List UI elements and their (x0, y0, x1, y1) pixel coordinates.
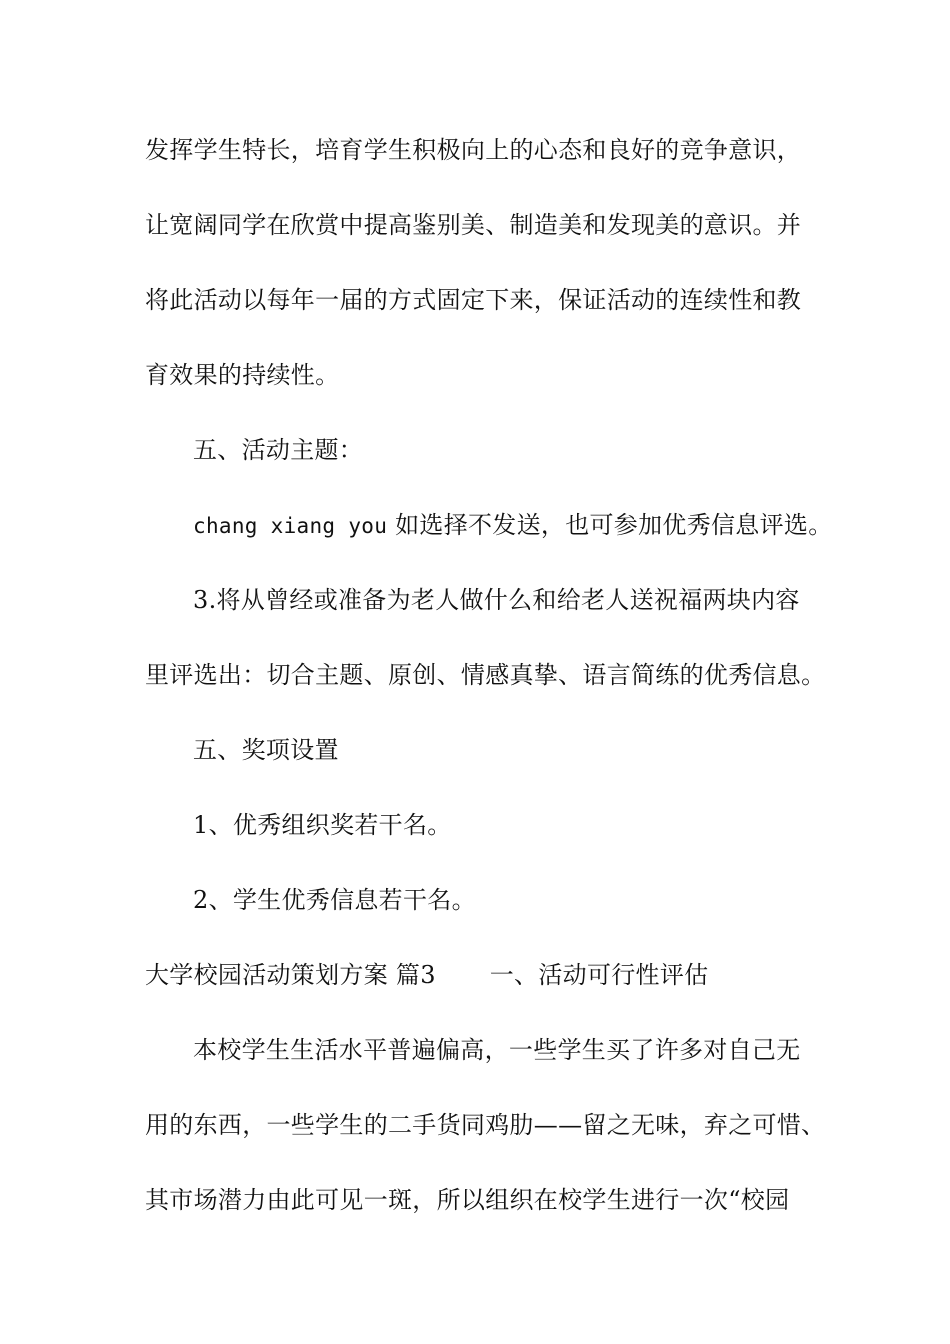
paragraph-line: 其市场潜力由此可见一斑，所以组织在校学生进行一次“校园 (145, 1186, 790, 1214)
list-item: 2、学生优秀信息若干名。 (193, 886, 476, 914)
section-heading: 五、奖项设置 (193, 736, 339, 764)
paragraph-line: 让宽阔同学在欣赏中提高鉴别美、制造美和发现美的意识。并 (145, 211, 802, 239)
latin-text: chang xiang you (193, 514, 388, 538)
paragraph-line: 育效果的持续性。 (145, 361, 340, 389)
paragraph-line: 本校学生生活水平普遍偏高，一些学生买了许多对自己无 (193, 1036, 801, 1064)
paragraph-line: 发挥学生特长，培育学生积极向上的心态和良好的竞争意识， (145, 136, 802, 164)
section-heading: 五、活动主题： (193, 436, 364, 464)
document-section-title: 大学校园活动策划方案 篇3 (145, 961, 436, 989)
paragraph-line: 3.将从曾经或准备为老人做什么和给老人送祝福两块内容 (193, 586, 800, 614)
list-item: 1、优秀组织奖若干名。 (193, 811, 452, 839)
paragraph-line: 将此活动以每年一届的方式固定下来，保证活动的连续性和教 (145, 286, 802, 314)
paragraph-line: 里评选出：切合主题、原创、情感真挚、语言简练的优秀信息。 (145, 661, 826, 689)
paragraph-line (193, 509, 833, 542)
section-heading: 一、活动可行性评估 (489, 961, 709, 989)
paragraph-text: 如选择不发送，也可参加优秀信息评选。 (395, 511, 833, 539)
section-title-line (145, 959, 708, 991)
paragraph-line: 用的东西，一些学生的二手货同鸡肋——留之无味，弃之可惜、 (145, 1111, 826, 1139)
